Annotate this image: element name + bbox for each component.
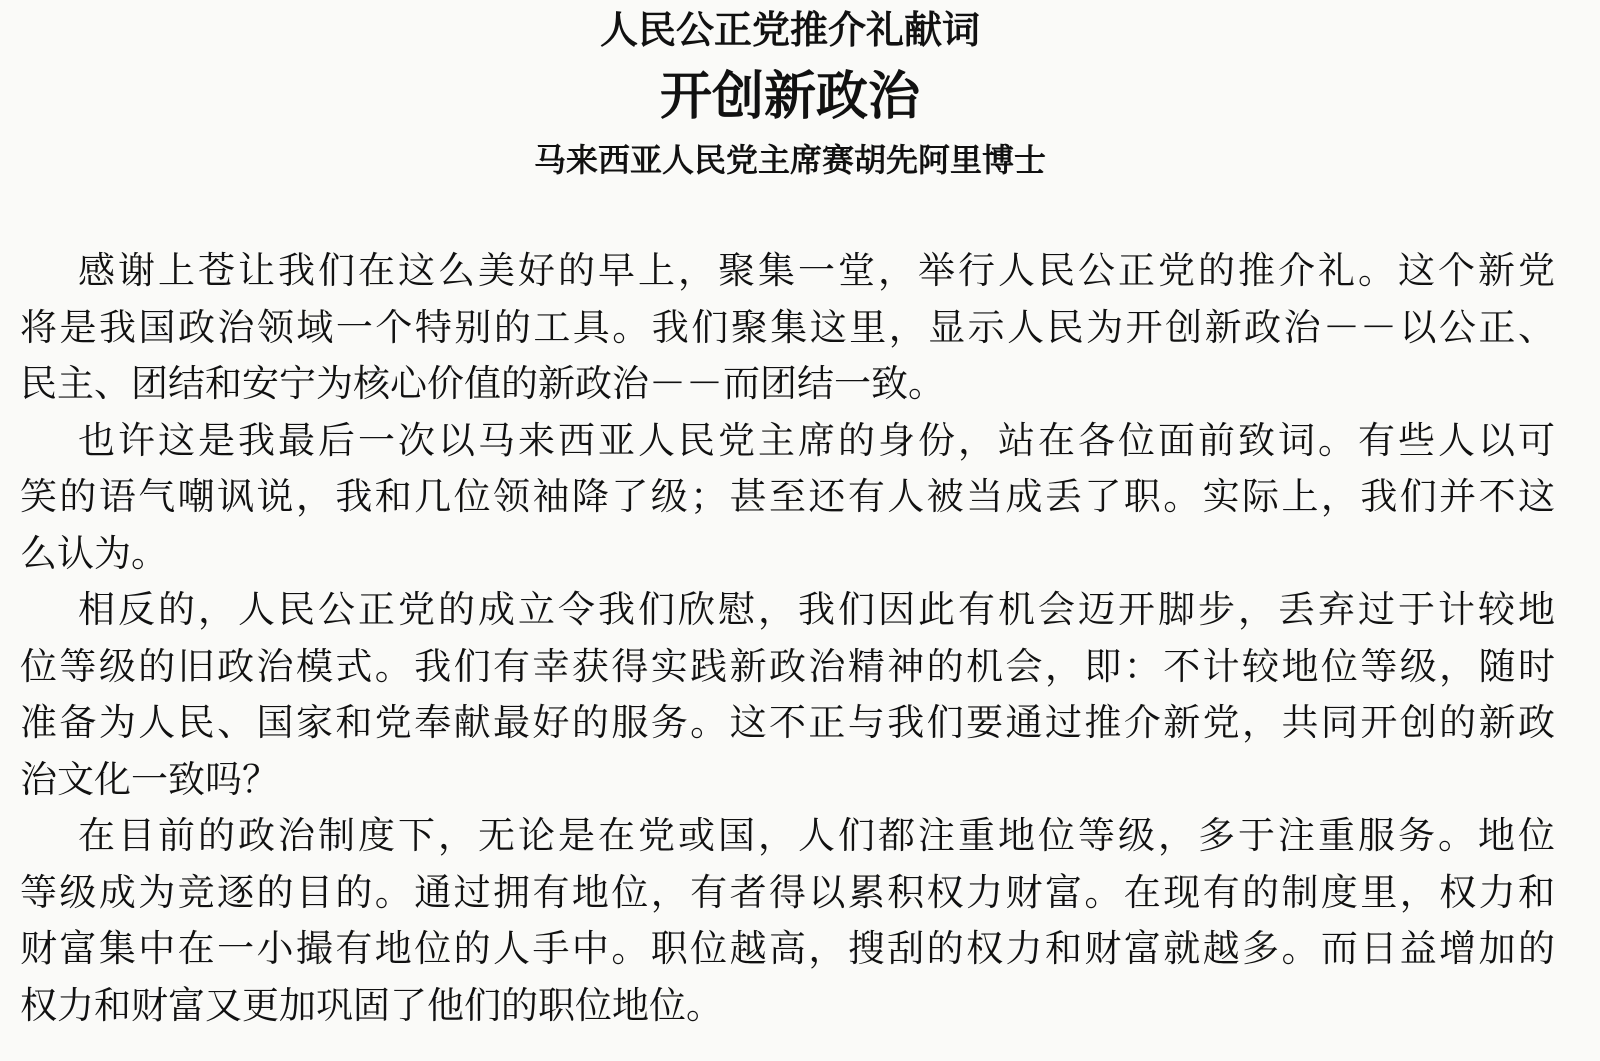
paragraph-line: 笑的语气嘲讽说，我和几位领袖降了级；甚至还有人被当成丢了职。实际上，我们并不这 xyxy=(20,475,1555,518)
document-title: 人民公正党推介礼献词 xyxy=(599,8,980,52)
paragraph-line: 在目前的政治制度下，无论是在党或国，人们都注重地位等级，多于注重服务。地位 xyxy=(78,814,1555,857)
paragraph-2 xyxy=(20,413,1555,583)
paragraph-line: 将是我国政治领域一个特别的工具。我们聚集这里，显示人民为开创新政治－－以公正、 xyxy=(20,305,1555,349)
paragraph-line: 治文化一致吗？ xyxy=(20,757,279,801)
paragraph-line: 财富集中在一小撮有地位的人手中。职位越高，搜刮的权力和财富就越多。而日益增加的 xyxy=(20,927,1555,970)
paragraph-line: 感谢上苍让我们在这么美好的早上，聚集一堂，举行人民公正党的推介礼。这个新党 xyxy=(78,249,1555,292)
paragraph-line: 么认为。 xyxy=(20,531,168,575)
paragraph-line: 民主、团结和安宁为核心价值的新政治－－而团结一致。 xyxy=(20,362,945,405)
paragraph-line: 权力和财富又更加巩固了他们的职位地位。 xyxy=(20,983,723,1027)
paragraph-line: 等级成为竞逐的目的。通过拥有地位，有者得以累积权力财富。在现有的制度里，权力和 xyxy=(20,870,1555,914)
paragraph-3 xyxy=(20,582,1555,808)
document-byline: 马来西亚人民党主席赛胡先阿里博士 xyxy=(533,141,1046,179)
paragraph-line: 位等级的旧政治模式。我们有幸获得实践新政治精神的机会，即：不计较地位等级，随时 xyxy=(20,644,1555,688)
paragraph-1 xyxy=(20,243,1555,413)
document-body xyxy=(20,243,1555,1034)
paragraph-line: 也许这是我最后一次以马来西亚人民党主席的身份，站在各位面前致词。有些人以可 xyxy=(78,418,1555,462)
paragraph-line: 相反的，人民公正党的成立令我们欣慰，我们因此有机会迈开脚步，丢弃过于计较地 xyxy=(78,588,1555,631)
paragraph-4 xyxy=(20,808,1555,1034)
document-headline: 开创新政治 xyxy=(659,66,920,127)
paragraph-line: 准备为人民、国家和党奉献最好的服务。这不正与我们要通过推介新党，共同开创的新政 xyxy=(20,701,1555,744)
